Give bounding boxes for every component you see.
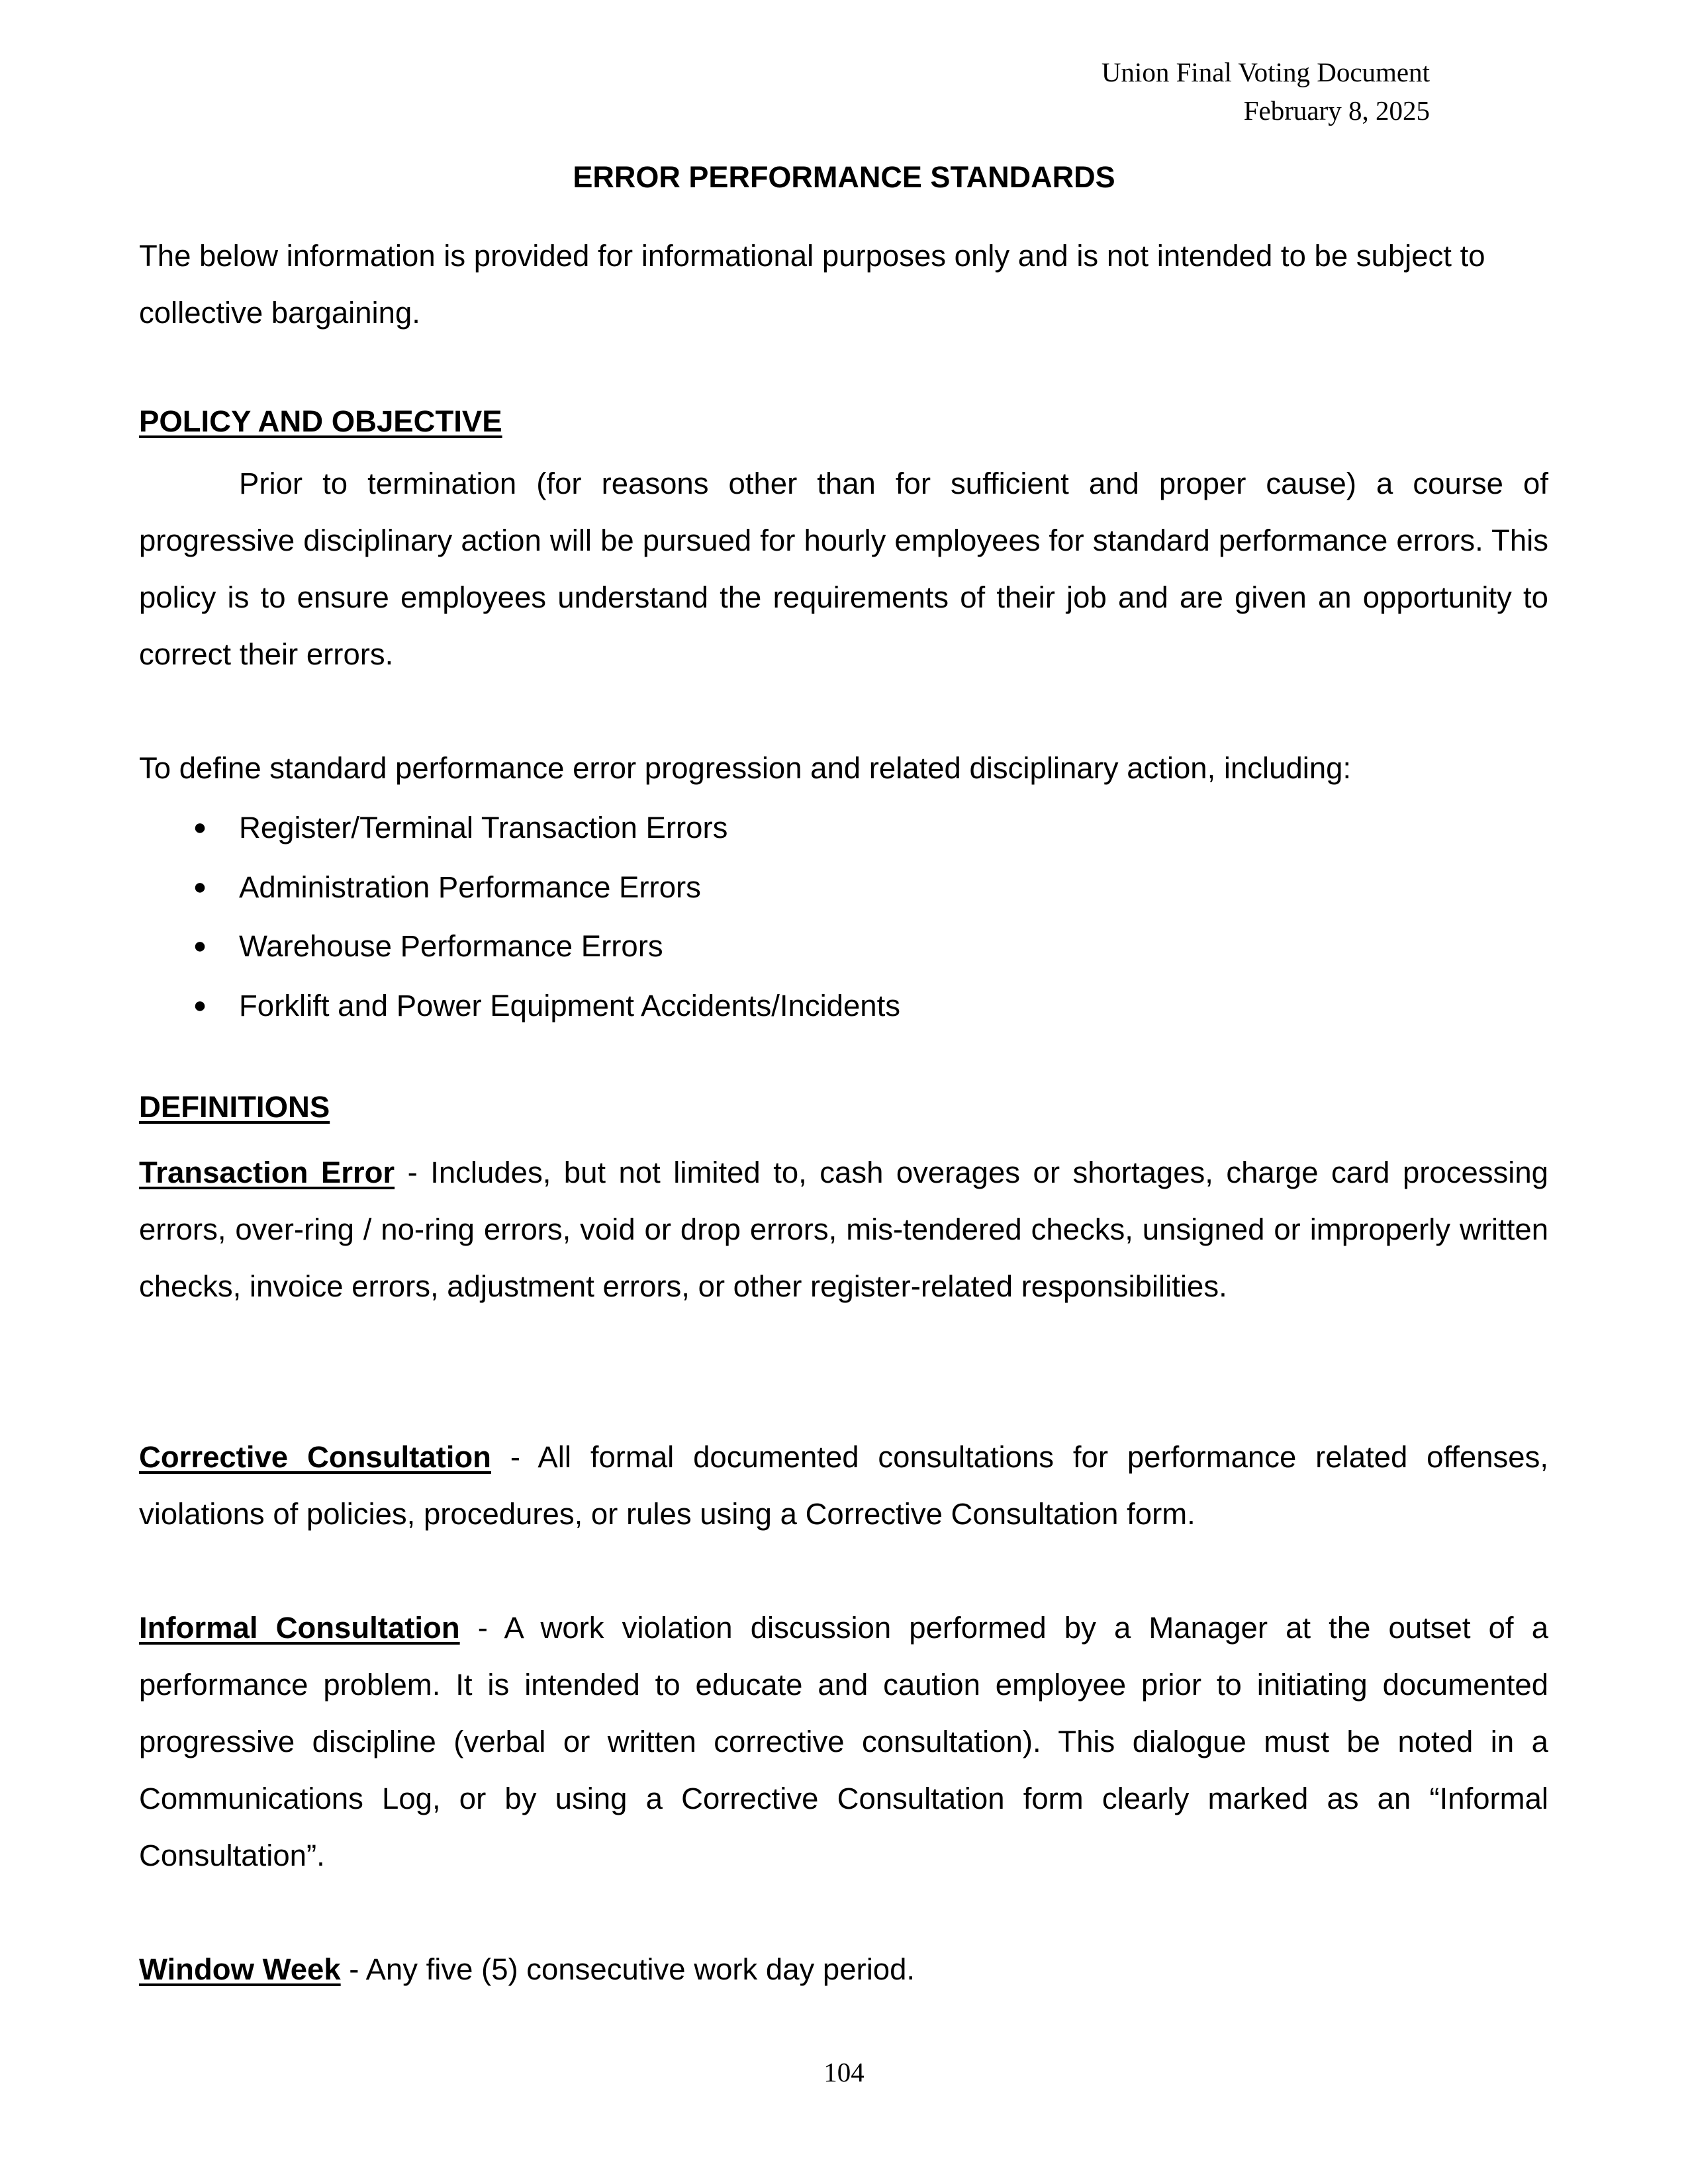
intro-text: The below information is provided for informational purposes only and is not intended to be subject to collective bargaining.: [139, 239, 1485, 330]
list-item: [139, 858, 1548, 917]
definition-term: Transaction Error: [139, 1156, 395, 1189]
definition-text: - Any five (5) consecutive work day period.: [340, 1952, 915, 1986]
definition-term: Corrective Consultation: [139, 1440, 491, 1474]
list-item: [139, 798, 1548, 858]
definition-term: Window Week: [139, 1952, 341, 1986]
intro-paragraph: [139, 228, 1548, 341]
list-intro: [139, 740, 1548, 797]
definition-window-week: [139, 1941, 1548, 1998]
definition-term: Informal Consultation: [139, 1611, 460, 1645]
error-type-list: [139, 798, 1548, 1035]
list-item: [139, 917, 1548, 976]
bullet-icon: ●: [193, 933, 207, 958]
definition-transaction-error: [139, 1144, 1548, 1315]
bullet-icon: ●: [193, 992, 207, 1018]
definition-text: - Includes, but not limited to, cash overages or shortages, charge card processing errors, over-ring / no-ring errors, void or drop errors, mis-tendered checks, unsigned or improperly written checks, invoice errors, adjustment errors, or other register-related responsibilities.: [139, 1156, 1548, 1303]
list-intro-text: To define standard performance error progression and related disciplinary action, including:: [139, 751, 1352, 785]
definition-text: - All formal documented consultations for performance related offenses, violations of policies, procedures, or rules using a Corrective Consultation form.: [139, 1440, 1548, 1531]
document-header: [1102, 53, 1430, 130]
definition-informal-consultation: [139, 1600, 1548, 1884]
definition-text: - A work violation discussion performed by a Manager at the outset of a performance problem. It is intended to educate and caution employee prior to initiating documented progressive discipline (verbal or written corrective consultation). This dialogue must be noted in a Communications Log, or by using a Corrective Consultation form clearly marked as an “Informal Consultation”.: [139, 1611, 1548, 1872]
policy-text: Prior to termination (for reasons other than for sufficient and proper cause) a course of progressive disciplinary action will be pursued for hourly employees for standard performance errors. This policy is to ensure employees understand the requirements of their job and are given an opportunity to correct their errors.: [139, 467, 1548, 671]
bullet-icon: ●: [193, 874, 207, 899]
policy-heading: POLICY AND OBJECTIVE: [139, 404, 502, 438]
definition-corrective-consultation: [139, 1429, 1548, 1543]
header-document-name: Union Final Voting Document: [1101, 57, 1430, 87]
list-item-label: Register/Terminal Transaction Errors: [239, 811, 728, 844]
list-item-label: Forklift and Power Equipment Accidents/Incidents: [239, 988, 900, 1023]
page-title: ERROR PERFORMANCE STANDARDS: [573, 160, 1115, 194]
list-item-label: Administration Performance Errors: [239, 870, 701, 904]
page-number: 104: [823, 2057, 865, 2087]
list-item-label: Warehouse Performance Errors: [239, 929, 663, 963]
definitions-heading: DEFINITIONS: [139, 1090, 330, 1124]
bullet-icon: ●: [193, 815, 207, 840]
policy-paragraph: [139, 455, 1548, 683]
header-date: February 8, 2025: [1243, 95, 1430, 126]
list-item: [139, 976, 1548, 1036]
